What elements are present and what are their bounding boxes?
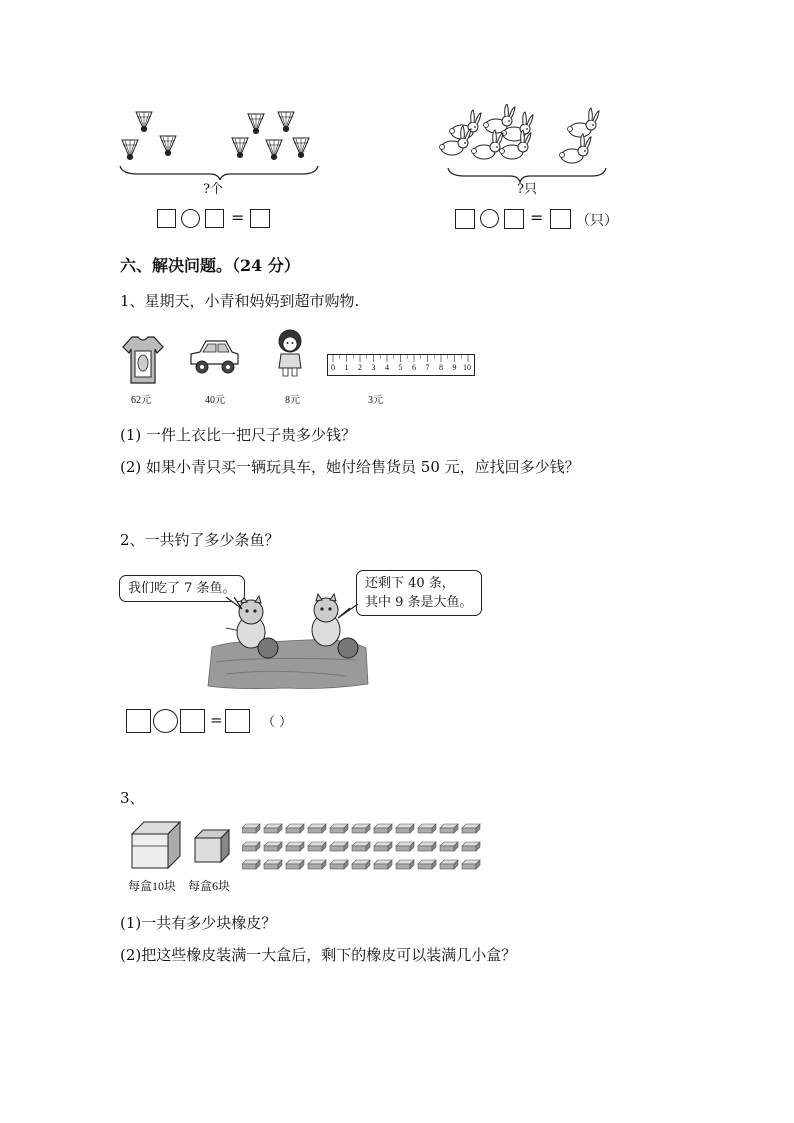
brace-label-rabbits: ?只 (517, 182, 537, 197)
ruler-tick-label: 10 (463, 363, 471, 372)
doll-icon (275, 328, 305, 380)
small-box-label: 每盒6块 (188, 879, 231, 893)
equals-sign: = (231, 208, 245, 227)
ruler-tick-label: 4 (385, 363, 389, 372)
shirt-icon (122, 335, 164, 385)
answer-box[interactable] (225, 709, 250, 733)
operator-circle[interactable] (181, 209, 200, 228)
big-box-label: 每盒10块 (128, 879, 177, 893)
price-ruler: 3元 (368, 395, 383, 406)
ruler-tick-label: 9 (452, 363, 457, 372)
problem-2-intro: 2、一共钓了多少条鱼？ (120, 531, 280, 549)
operator-circle[interactable] (480, 209, 499, 228)
problem-1-intro: 1、星期天，小青和妈妈到超市购物. (120, 292, 360, 310)
ruler-tick-label: 0 (331, 363, 335, 372)
answer-box[interactable] (180, 709, 205, 733)
ruler-tick-label: 8 (439, 363, 443, 372)
price-shirt: 62元 (131, 395, 151, 406)
ruler-tick-label: 1 (344, 363, 349, 372)
shuttlecock-group (118, 108, 323, 180)
equals-sign: = (210, 711, 223, 729)
unit-parentheses[interactable]: （ ） (262, 715, 293, 730)
ruler-tick-label: 2 (358, 363, 362, 372)
answer-box[interactable] (157, 209, 176, 228)
problem-1-question-1: (1) 一件上衣比一把尺子贵多少钱？ (120, 426, 357, 444)
speech-bubble-right (356, 570, 482, 616)
speech-bubble-right-line-1: 还剩下 40 条， (365, 576, 455, 591)
ruler-tick-label: 5 (398, 363, 403, 372)
speech-bubble-tail (336, 604, 360, 620)
small-box-icon (193, 828, 231, 864)
speech-bubble-tail (224, 597, 244, 611)
answer-box[interactable] (455, 209, 475, 229)
answer-box[interactable] (250, 209, 270, 228)
brace-label-shuttlecocks: ?个 (203, 182, 223, 197)
answer-box[interactable] (504, 209, 524, 229)
speech-bubble-left-text: 我们吃了 7 条鱼。 (128, 581, 236, 596)
equals-sign: = (530, 208, 544, 227)
problem-3-intro: 3、 (120, 789, 145, 807)
ruler-tick-label: 7 (425, 363, 430, 372)
rabbit-group (434, 104, 614, 184)
ruler-tick-label: 6 (412, 363, 416, 372)
problem-3-question-2: (2)把这些橡皮装满一大盒后，剩下的橡皮可以装满几小盒？ (120, 946, 517, 964)
price-toy-car: 40元 (205, 395, 225, 406)
answer-box[interactable] (205, 209, 224, 228)
price-doll: 8元 (285, 395, 300, 406)
toy-car-icon (188, 336, 240, 378)
ruler-icon (327, 354, 475, 376)
answer-box[interactable] (550, 209, 571, 229)
speech-bubble-right-line-2: 其中 9 条是大鱼。 (365, 595, 473, 610)
problem-1-question-2: (2) 如果小青只买一辆玩具车，她付给售货员 50 元，应找回多少钱？ (120, 458, 580, 476)
operator-circle[interactable] (153, 709, 178, 733)
problem-3-question-1: (1)一共有多少块橡皮？ (120, 914, 277, 932)
big-box-icon (130, 820, 182, 870)
erasers-group (242, 822, 482, 878)
answer-box[interactable] (126, 709, 151, 733)
unit-label: （只） (576, 213, 618, 229)
ruler-tick-label: 3 (371, 363, 376, 372)
section-title: 六、解决问题。（24 分） (120, 256, 300, 275)
